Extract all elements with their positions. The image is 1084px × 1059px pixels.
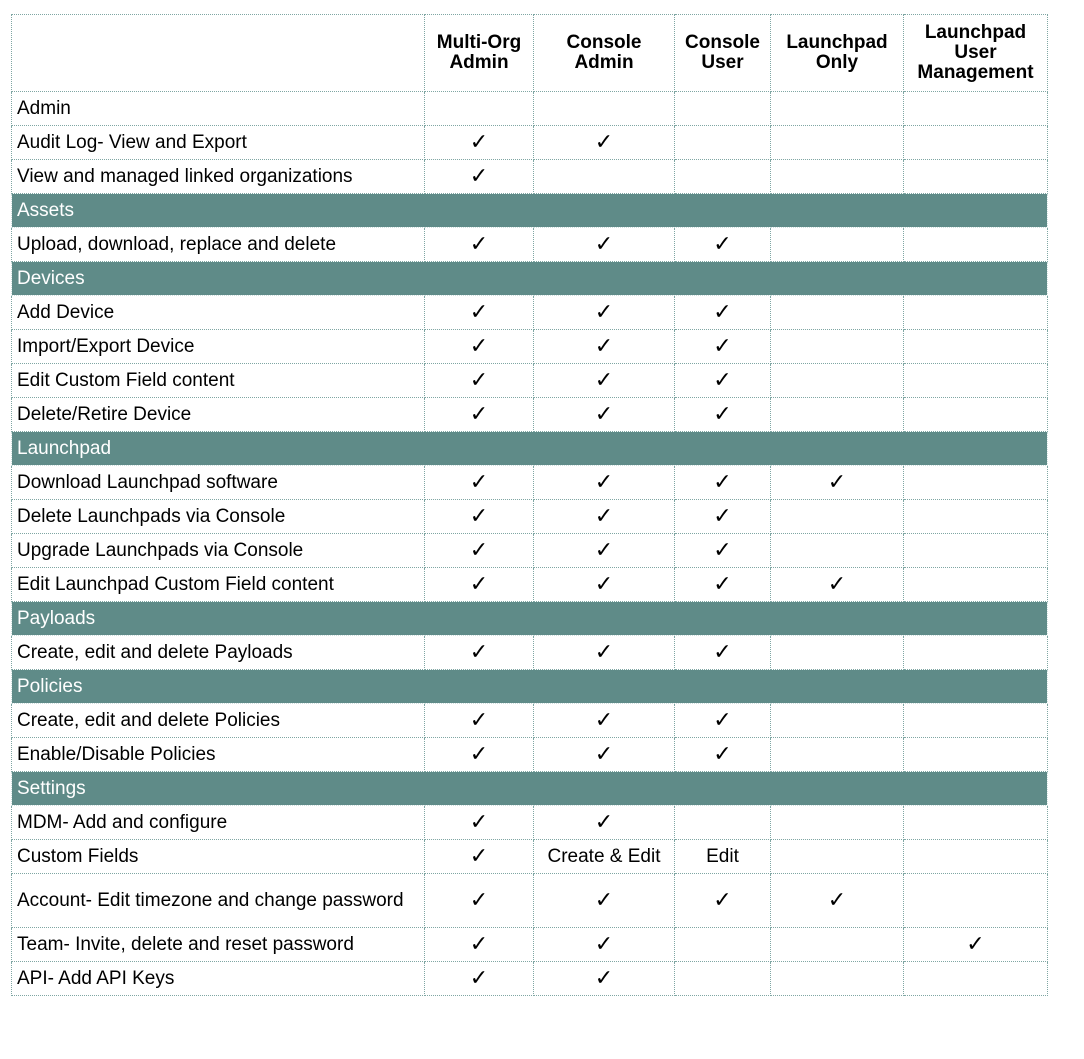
permission-cell-console-admin — [534, 534, 675, 568]
table-row — [12, 126, 1048, 160]
check-icon: ✓ — [469, 842, 489, 868]
check-icon: ✓ — [594, 366, 614, 392]
permission-cell-launchpad-only — [771, 840, 904, 874]
check-icon: ✓ — [469, 964, 489, 990]
permission-cell-multi-org-admin — [425, 160, 534, 194]
permission-cell-launchpad-user-management — [904, 806, 1048, 840]
permission-cell-console-admin — [534, 228, 675, 262]
permission-cell-launchpad-only — [771, 92, 904, 126]
permission-cell-console-admin — [534, 500, 675, 534]
permission-label: Create, edit and delete Policies — [12, 704, 425, 738]
section-row — [12, 262, 1048, 296]
check-icon: ✓ — [713, 332, 732, 358]
permission-cell-multi-org-admin — [425, 466, 534, 500]
permission-cell-launchpad-only — [771, 874, 904, 928]
permission-cell-launchpad-user-management — [904, 738, 1048, 772]
permission-cell-console-user — [675, 466, 771, 500]
check-icon: ✓ — [713, 468, 732, 494]
table-row — [12, 330, 1048, 364]
permission-label: Delete Launchpads via Console — [12, 500, 425, 534]
check-icon: ✓ — [827, 886, 847, 912]
column-header-multi-org-admin: Multi-Org Admin — [425, 15, 534, 92]
check-icon: ✓ — [469, 570, 489, 596]
table-row — [12, 160, 1048, 194]
permission-cell-console-user — [675, 874, 771, 928]
permission-cell-console-admin — [534, 568, 675, 602]
permission-cell-launchpad-user-management — [904, 466, 1048, 500]
permission-cell-console-user — [675, 160, 771, 194]
check-icon: ✓ — [469, 468, 489, 494]
check-icon: ✓ — [713, 536, 732, 562]
permission-cell-multi-org-admin — [425, 92, 534, 126]
permission-cell-console-admin — [534, 364, 675, 398]
permission-cell-multi-org-admin — [425, 636, 534, 670]
check-icon: ✓ — [469, 298, 489, 324]
permission-cell-launchpad-user-management — [904, 704, 1048, 738]
permission-cell-launchpad-user-management — [904, 874, 1048, 928]
check-icon: ✓ — [469, 706, 489, 732]
table-row — [12, 364, 1048, 398]
permission-cell-console-user — [675, 126, 771, 160]
table-row — [12, 296, 1048, 330]
permission-cell-multi-org-admin — [425, 928, 534, 962]
check-icon: ✓ — [594, 536, 614, 562]
permission-cell-multi-org-admin — [425, 704, 534, 738]
check-icon: ✓ — [594, 468, 614, 494]
permission-cell-console-user — [675, 568, 771, 602]
permission-cell-launchpad-only — [771, 500, 904, 534]
permission-label: View and managed linked organizations — [12, 160, 425, 194]
permission-cell-console-user — [675, 500, 771, 534]
column-header-console-user: Console User — [675, 15, 771, 92]
check-icon: ✓ — [469, 502, 489, 528]
check-icon: ✓ — [469, 400, 489, 426]
permission-label: Account- Edit timezone and change password — [12, 874, 425, 928]
table-row — [12, 228, 1048, 262]
permission-cell-console-admin — [534, 636, 675, 670]
check-icon: ✓ — [594, 930, 614, 956]
check-icon: ✓ — [713, 298, 732, 324]
permission-cell-multi-org-admin — [425, 330, 534, 364]
check-icon: ✓ — [966, 930, 985, 956]
check-icon: ✓ — [469, 808, 489, 834]
permissions-table — [11, 14, 1048, 996]
permission-cell-launchpad-only — [771, 160, 904, 194]
permission-cell-launchpad-only — [771, 126, 904, 160]
permission-cell-launchpad-only — [771, 296, 904, 330]
permission-cell-console-admin — [534, 806, 675, 840]
permission-cell-console-user — [675, 806, 771, 840]
check-icon: ✓ — [469, 230, 489, 256]
check-icon: ✓ — [594, 298, 614, 324]
check-icon: ✓ — [594, 400, 614, 426]
permission-cell-launchpad-user-management — [904, 92, 1048, 126]
permission-label: Create, edit and delete Payloads — [12, 636, 425, 670]
permission-cell-console-user — [675, 330, 771, 364]
header-empty-cell — [12, 15, 425, 92]
check-icon: ✓ — [713, 366, 732, 392]
permission-cell-launchpad-only — [771, 364, 904, 398]
permission-cell-launchpad-only — [771, 466, 904, 500]
permission-cell-launchpad-only — [771, 704, 904, 738]
permission-cell-launchpad-user-management — [904, 568, 1048, 602]
check-icon: ✓ — [594, 638, 614, 664]
permission-label: Add Device — [12, 296, 425, 330]
permission-cell-launchpad-only — [771, 636, 904, 670]
table-row — [12, 92, 1048, 126]
permission-cell-multi-org-admin — [425, 962, 534, 996]
permission-cell-console-admin: Create & Edit — [534, 840, 675, 874]
check-icon: ✓ — [713, 502, 732, 528]
table-row — [12, 500, 1048, 534]
permission-cell-launchpad-user-management — [904, 534, 1048, 568]
permission-cell-multi-org-admin — [425, 534, 534, 568]
column-header-launchpad-user-management: Launchpad User Management — [904, 15, 1048, 92]
permission-label: Team- Invite, delete and reset password — [12, 928, 425, 962]
permission-cell-launchpad-user-management — [904, 160, 1048, 194]
permission-label: Custom Fields — [12, 840, 425, 874]
section-row — [12, 602, 1048, 636]
permission-cell-console-admin — [534, 928, 675, 962]
permission-cell-launchpad-user-management — [904, 364, 1048, 398]
table-row — [12, 466, 1048, 500]
permission-cell-launchpad-user-management — [904, 500, 1048, 534]
table-body — [12, 92, 1048, 996]
permission-label: Audit Log- View and Export — [12, 126, 425, 160]
table-header — [12, 15, 1048, 92]
section-label: Settings — [12, 772, 1048, 806]
permission-cell-console-user — [675, 704, 771, 738]
permission-cell-console-admin — [534, 874, 675, 928]
permission-label: Edit Launchpad Custom Field content — [12, 568, 425, 602]
check-icon: ✓ — [713, 740, 732, 766]
permission-label: Upload, download, replace and delete — [12, 228, 425, 262]
permission-cell-launchpad-only — [771, 738, 904, 772]
permission-label: Edit Custom Field content — [12, 364, 425, 398]
permission-label: Enable/Disable Policies — [12, 738, 425, 772]
section-row — [12, 194, 1048, 228]
permission-label: MDM- Add and configure — [12, 806, 425, 840]
check-icon: ✓ — [827, 570, 847, 596]
permission-label: Download Launchpad software — [12, 466, 425, 500]
permission-cell-launchpad-user-management — [904, 330, 1048, 364]
check-icon: ✓ — [594, 128, 614, 154]
permission-label: Import/Export Device — [12, 330, 425, 364]
permission-cell-console-user — [675, 398, 771, 432]
permission-cell-launchpad-user-management — [904, 840, 1048, 874]
section-label: Policies — [12, 670, 1048, 704]
permission-cell-multi-org-admin — [425, 738, 534, 772]
check-icon: ✓ — [469, 128, 489, 154]
permission-cell-launchpad-only — [771, 534, 904, 568]
table-row — [12, 962, 1048, 996]
table-row — [12, 738, 1048, 772]
table-row — [12, 806, 1048, 840]
check-icon: ✓ — [827, 468, 847, 494]
column-header-launchpad-only: Launchpad Only — [771, 15, 904, 92]
table-row — [12, 840, 1048, 874]
permission-label: Admin — [12, 92, 425, 126]
section-label: Payloads — [12, 602, 1048, 636]
check-icon: ✓ — [594, 706, 614, 732]
check-icon: ✓ — [713, 706, 732, 732]
table-row — [12, 534, 1048, 568]
permission-cell-console-user — [675, 92, 771, 126]
permission-cell-console-admin — [534, 704, 675, 738]
table-row — [12, 928, 1048, 962]
permission-cell-multi-org-admin — [425, 364, 534, 398]
permission-cell-console-user — [675, 364, 771, 398]
section-row — [12, 432, 1048, 466]
column-header-console-admin: Console Admin — [534, 15, 675, 92]
section-label: Assets — [12, 194, 1048, 228]
permission-cell-console-admin — [534, 466, 675, 500]
permission-cell-console-admin — [534, 330, 675, 364]
permission-cell-launchpad-only — [771, 568, 904, 602]
section-row — [12, 772, 1048, 806]
permission-cell-multi-org-admin — [425, 806, 534, 840]
permission-cell-console-user — [675, 928, 771, 962]
permission-cell-launchpad-user-management — [904, 636, 1048, 670]
check-icon: ✓ — [713, 886, 732, 912]
permission-cell-multi-org-admin — [425, 296, 534, 330]
permission-cell-launchpad-user-management — [904, 398, 1048, 432]
check-icon: ✓ — [713, 400, 732, 426]
permission-cell-console-admin — [534, 126, 675, 160]
permission-cell-launchpad-only — [771, 228, 904, 262]
permission-label: Delete/Retire Device — [12, 398, 425, 432]
check-icon: ✓ — [469, 366, 489, 392]
check-icon: ✓ — [713, 230, 732, 256]
permission-cell-console-admin — [534, 160, 675, 194]
permission-cell-launchpad-only — [771, 962, 904, 996]
permission-cell-launchpad-user-management — [904, 296, 1048, 330]
check-icon: ✓ — [469, 638, 489, 664]
permission-cell-console-user — [675, 636, 771, 670]
check-icon: ✓ — [713, 638, 732, 664]
permission-cell-console-user — [675, 738, 771, 772]
permission-cell-launchpad-only — [771, 330, 904, 364]
permission-label: Upgrade Launchpads via Console — [12, 534, 425, 568]
check-icon: ✓ — [469, 930, 489, 956]
permission-cell-launchpad-user-management — [904, 928, 1048, 962]
permission-cell-multi-org-admin — [425, 840, 534, 874]
section-label: Devices — [12, 262, 1048, 296]
table-row — [12, 636, 1048, 670]
permission-cell-multi-org-admin — [425, 126, 534, 160]
table-row — [12, 398, 1048, 432]
permission-cell-multi-org-admin — [425, 568, 534, 602]
check-icon: ✓ — [469, 332, 489, 358]
table-row — [12, 704, 1048, 738]
check-icon: ✓ — [713, 570, 732, 596]
check-icon: ✓ — [594, 740, 614, 766]
permission-cell-multi-org-admin — [425, 500, 534, 534]
permission-cell-console-user: Edit — [675, 840, 771, 874]
permission-cell-launchpad-user-management — [904, 962, 1048, 996]
header-row — [12, 15, 1048, 92]
permission-cell-launchpad-only — [771, 806, 904, 840]
permission-cell-console-admin — [534, 92, 675, 126]
permission-cell-console-admin — [534, 398, 675, 432]
permission-cell-console-admin — [534, 962, 675, 996]
check-icon: ✓ — [469, 740, 489, 766]
check-icon: ✓ — [469, 162, 489, 188]
permission-cell-console-user — [675, 534, 771, 568]
check-icon: ✓ — [594, 570, 614, 596]
section-label: Launchpad — [12, 432, 1048, 466]
check-icon: ✓ — [594, 230, 614, 256]
check-icon: ✓ — [469, 886, 489, 912]
permission-cell-console-user — [675, 296, 771, 330]
check-icon: ✓ — [594, 332, 614, 358]
permission-cell-launchpad-only — [771, 928, 904, 962]
check-icon: ✓ — [469, 536, 489, 562]
check-icon: ✓ — [594, 502, 614, 528]
permission-cell-launchpad-only — [771, 398, 904, 432]
permission-cell-launchpad-user-management — [904, 228, 1048, 262]
permission-cell-console-admin — [534, 738, 675, 772]
check-icon: ✓ — [594, 886, 614, 912]
check-icon: ✓ — [594, 964, 614, 990]
permission-label: API- Add API Keys — [12, 962, 425, 996]
permission-cell-console-user — [675, 962, 771, 996]
table-row — [12, 874, 1048, 928]
permission-cell-console-admin — [534, 296, 675, 330]
section-row — [12, 670, 1048, 704]
permission-cell-multi-org-admin — [425, 398, 534, 432]
table-row — [12, 568, 1048, 602]
check-icon: ✓ — [594, 808, 614, 834]
permission-cell-console-user — [675, 228, 771, 262]
permission-cell-launchpad-user-management — [904, 126, 1048, 160]
permission-cell-multi-org-admin — [425, 874, 534, 928]
permission-cell-multi-org-admin — [425, 228, 534, 262]
